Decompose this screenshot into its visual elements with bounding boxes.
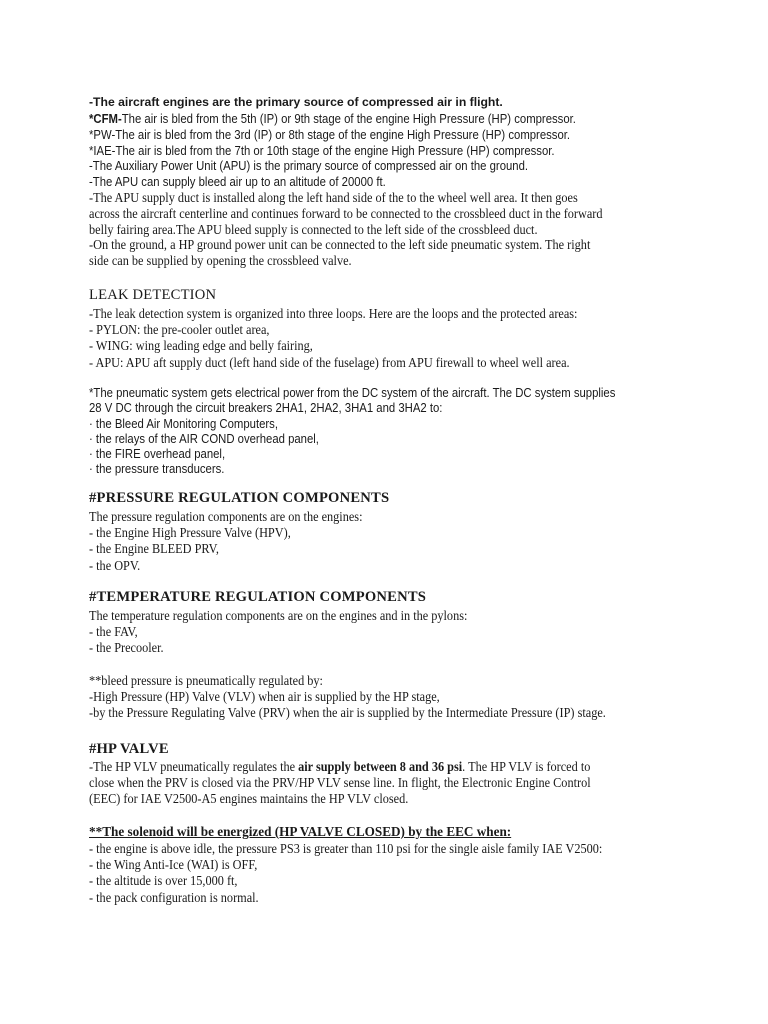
leak-line-apu: - APU: APU aft supply duct (left hand side of the fuselage) from APU firewall to wheel well area. — [89, 354, 570, 370]
apu-duct-line-2: across the aircraft centerline and continues forward to be connected to the crossbleed duct in the forward — [89, 205, 603, 221]
hp-valve-line-2: close when the PRV is closed via the PRV/HP VLV sense line. In flight, the Electronic Engine Control — [89, 775, 591, 791]
solenoid-condition-wai: - the Wing Anti-Ice (WAI) is OFF, — [89, 857, 258, 873]
apu-primary-line: -The Auxiliary Power Unit (APU) is the primary source of compressed air on the ground. — [89, 159, 529, 174]
power-line-transducers: · the pressure transducers. — [89, 462, 225, 477]
leak-line-1: -The leak detection system is organized into three loops. Here are the loops and the protected areas: — [89, 306, 578, 321]
leak-detection-body — [89, 306, 647, 371]
pressure-line-opv: - the OPV. — [89, 557, 141, 573]
power-line-fire: · the FIRE overhead panel, — [89, 447, 226, 462]
hp-valve-line-1 — [89, 759, 647, 775]
hp-valve-line-1-start: -The HP VLV pneumatically regulates the — [89, 759, 299, 774]
temperature-line-1: The temperature regulation components are on the engines and in the pylons: — [89, 608, 468, 623]
hp-valve-body — [89, 759, 647, 808]
bleed-line-1: **bleed pressure is pneumatically regulated by: — [89, 673, 323, 688]
engine-bleed-list — [89, 112, 629, 191]
bleed-line-prv: -by the Pressure Regulating Valve (PRV) when the air is supplied by the Intermediate Pressure (IP) stage. — [89, 705, 606, 721]
apu-duct-line-1: -The APU supply duct is installed along the left hand side of the to the wheel well area. It then goes — [89, 190, 578, 205]
cfm-text: The air is bled from the 5th (IP) or 9th stage of the engine High Pressure (HP) compressor. — [121, 112, 576, 126]
ground-line-1: -On the ground, a HP ground power unit can be connected to the left side pneumatic system. The right — [89, 237, 591, 253]
ground-line-2: side can be supplied by opening the crossbleed valve. — [89, 253, 352, 269]
pressure-line-1: The pressure regulation components are on the engines: — [89, 509, 363, 524]
solenoid-condition-idle: - the engine is above idle, the pressure PS3 is greater than 110 psi for the single aisle family IAE V2500: — [89, 841, 603, 856]
intro-section — [89, 95, 689, 111]
temperature-regulation-heading: #TEMPERATURE REGULATION COMPONENTS — [89, 589, 427, 605]
intro-line-primary-source: -The aircraft engines are the primary source of compressed air in flight. — [89, 95, 503, 109]
power-line-2: 28 V DC through the circuit breakers 2HA1, 2HA2, 3HA1 and 3HA2 to: — [89, 401, 443, 416]
cfm-line — [89, 112, 629, 128]
solenoid-condition-pack: - the pack configuration is normal. — [89, 889, 259, 905]
bleed-line-hp: -High Pressure (HP) Valve (VLV) when air is supplied by the HP stage, — [89, 689, 440, 705]
pressure-line-hpv: - the Engine High Pressure Valve (HPV), — [89, 525, 291, 541]
pressure-line-prv: - the Engine BLEED PRV, — [89, 541, 219, 557]
temperature-line-precooler: - the Precooler. — [89, 640, 164, 656]
leak-line-pylon: - PYLON: the pre-cooler outlet area, — [89, 322, 270, 338]
hp-valve-psi-range: air supply between 8 and 36 psi — [298, 759, 463, 774]
iae-line: *IAE-The air is bled from the 7th or 10th stage of the engine High Pressure (HP) compressor. — [89, 143, 555, 158]
temperature-line-fav: - the FAV, — [89, 624, 138, 640]
apu-duct-paragraph — [89, 190, 647, 269]
power-line-1: *The pneumatic system gets electrical power from the DC system of the aircraft. The DC system supplies — [89, 386, 616, 400]
hp-valve-line-1-end: . The HP VLV is forced to — [462, 759, 591, 774]
temperature-regulation-body — [89, 608, 647, 657]
leak-detection-heading: LEAK DETECTION — [89, 287, 217, 303]
bleed-pressure-section — [89, 673, 647, 722]
solenoid-condition-altitude: - the altitude is over 15,000 ft, — [89, 873, 238, 889]
power-line-bleed-computers: · the Bleed Air Monitoring Computers, — [89, 416, 278, 431]
pressure-regulation-heading: #PRESSURE REGULATION COMPONENTS — [89, 490, 390, 506]
apu-altitude-line: -The APU can supply bleed air up to an altitude of 20000 ft. — [89, 175, 386, 190]
hp-valve-line-3: (EEC) for IAE V2500-A5 engines maintains the HP VLV closed. — [89, 791, 409, 807]
pressure-regulation-body — [89, 509, 647, 574]
power-line-air-cond: · the relays of the AIR COND overhead panel, — [89, 431, 319, 446]
solenoid-conditions — [89, 841, 647, 906]
solenoid-heading: **The solenoid will be energized (HP VALVE CLOSED) by the EEC when: — [89, 824, 512, 839]
apu-duct-line-3: belly fairing area.The APU bleed supply is connected to the left side of the crossbleed duct. — [89, 221, 538, 237]
power-section — [89, 386, 629, 478]
hp-valve-heading: #HP VALVE — [89, 741, 169, 757]
cfm-label: *CFM- — [89, 112, 122, 126]
pw-line: *PW-The air is bled from the 3rd (IP) or 8th stage of the engine High Pressure (HP) compressor. — [89, 127, 571, 142]
leak-line-wing: - WING: wing leading edge and belly fairing, — [89, 338, 313, 354]
